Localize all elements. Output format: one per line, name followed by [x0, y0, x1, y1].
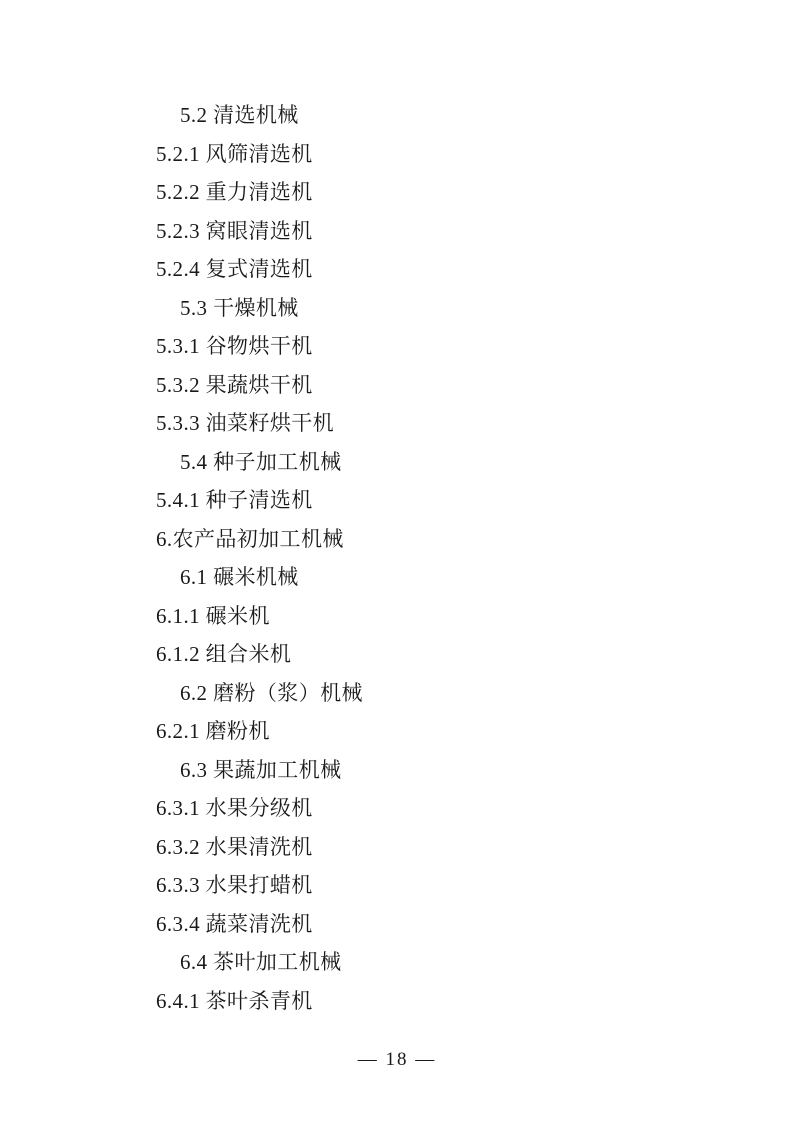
toc-entry: 6.3.1 水果分级机: [156, 796, 313, 820]
page-number: — 18 —: [357, 1049, 437, 1070]
toc-entry: 6.3 果蔬加工机械: [180, 757, 342, 782]
toc-entry: 5.2.4 复式清选机: [156, 257, 313, 281]
toc-entry: 6.1.2 组合米机: [156, 642, 292, 666]
toc-entry: 5.2 清选机械: [180, 103, 299, 127]
table-of-contents: [100, 96, 694, 1020]
toc-entry: 5.2.3 窝眼清选机: [156, 218, 313, 243]
toc-entry: 5.3 干燥机械: [180, 295, 299, 320]
toc-entry: 6.1 碾米机械: [180, 565, 299, 589]
toc-entry: 6.1.1 碾米机: [156, 603, 270, 628]
toc-entry: 6.3.3 水果打蜡机: [156, 873, 313, 897]
toc-entry: 5.4 种子加工机械: [180, 449, 342, 474]
toc-entry: 5.2.1 风筛清选机: [156, 141, 313, 166]
toc-entry: 5.2.2 重力清选机: [156, 180, 313, 204]
toc-entry: 6.3.2 水果清洗机: [156, 834, 313, 859]
toc-entry: 6.农产品初加工机械: [156, 526, 344, 551]
toc-entry: 5.3.3 油菜籽烘干机: [156, 411, 335, 435]
toc-entry: 6.2.1 磨粉机: [156, 719, 270, 743]
toc-entry: 6.4.1 茶叶杀青机: [156, 988, 313, 1013]
toc-entry: 6.4 茶叶加工机械: [180, 950, 342, 974]
toc-entry: 5.3.2 果蔬烘干机: [156, 372, 313, 397]
toc-entry: 5.3.1 谷物烘干机: [156, 334, 313, 358]
toc-entry: 6.2 磨粉（浆）机械: [180, 680, 363, 705]
toc-entry: 6.3.4 蔬菜清洗机: [156, 911, 313, 936]
toc-entry: 5.4.1 种子清选机: [156, 488, 313, 512]
